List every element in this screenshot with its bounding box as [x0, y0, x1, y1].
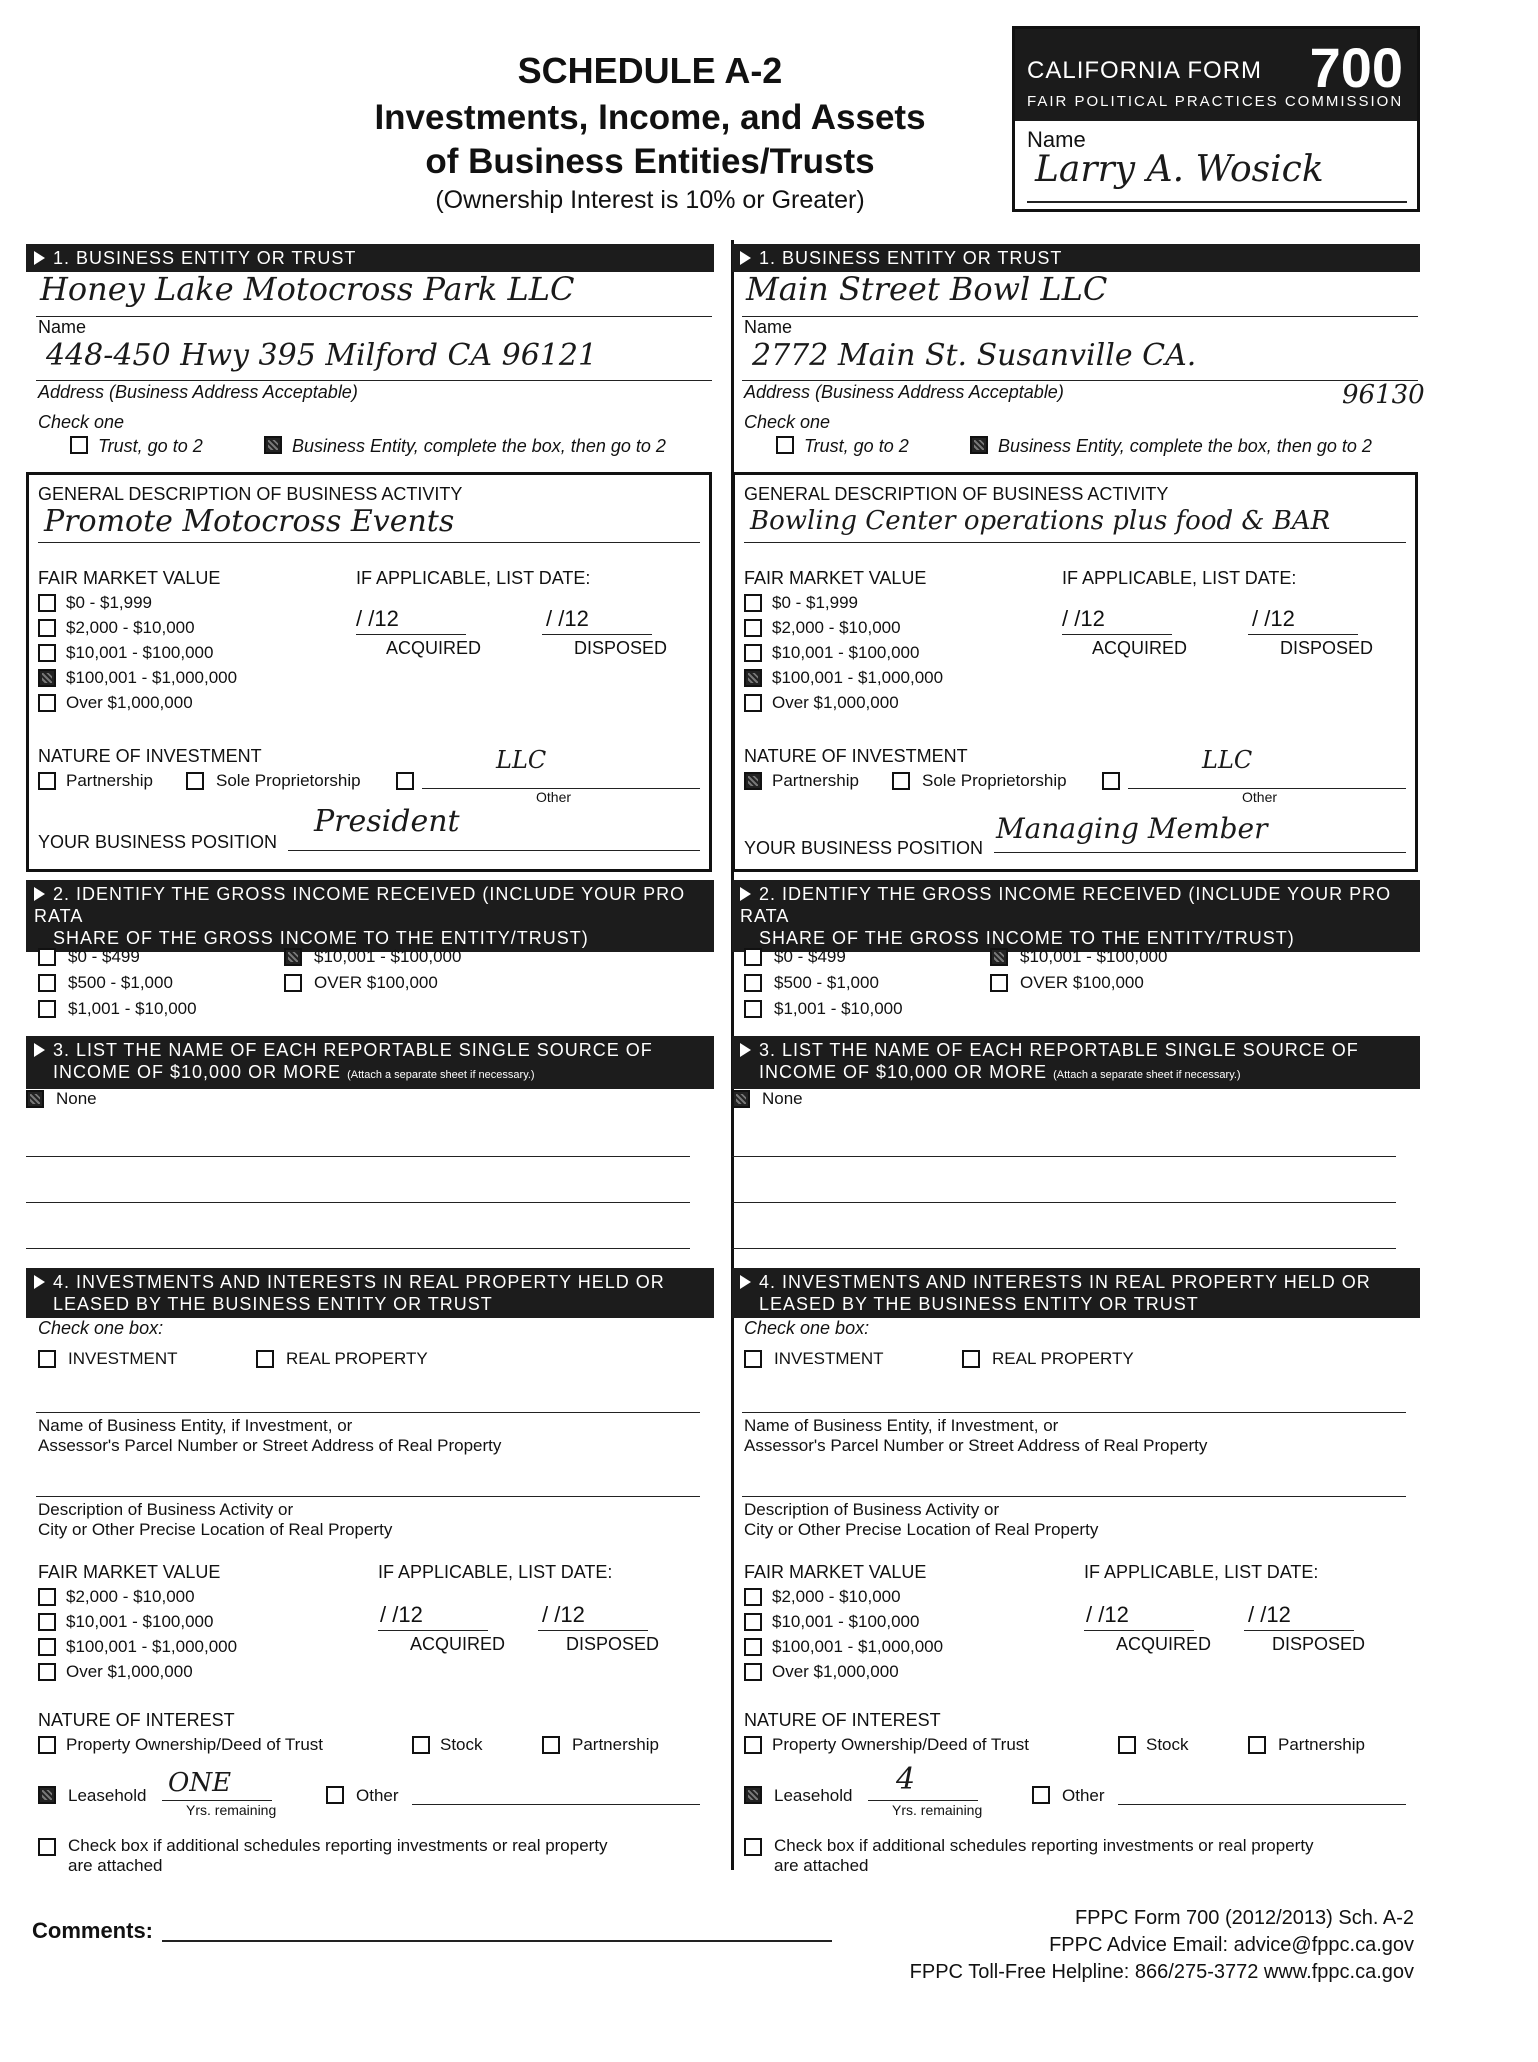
- check-one-label: Check one: [744, 412, 831, 432]
- arrow-icon: [34, 1043, 45, 1057]
- left-entity-column: [26, 240, 726, 1875]
- fmv4-checkbox-3[interactable]: [38, 1638, 56, 1656]
- other-interest-checkbox[interactable]: [1032, 1786, 1050, 1804]
- entity-parcel-label-1: Name of Business Entity, if Investment, or: [38, 1416, 353, 1435]
- section-1-title: 1. BUSINESS ENTITY OR TRUST: [53, 248, 357, 268]
- fair-market-value-label: FAIR MARKET VALUE: [38, 568, 221, 588]
- entity-parcel-line[interactable]: [36, 1412, 700, 1413]
- if-applicable-label: IF APPLICABLE, LIST DATE:: [1062, 568, 1297, 588]
- fmv4-option-4: Over $1,000,000: [772, 1662, 899, 1681]
- form-label: CALIFORNIA FORM: [1027, 57, 1263, 84]
- commission-label: FAIR POLITICAL PRACTICES COMMISSION: [1027, 93, 1404, 110]
- nature-of-interest-label: NATURE OF INTEREST: [744, 1710, 941, 1730]
- fmv-checkbox-3[interactable]: [744, 644, 762, 662]
- other-investment-checkbox[interactable]: [1102, 772, 1120, 790]
- if-applicable-label: IF APPLICABLE, LIST DATE:: [356, 568, 591, 588]
- fair-market-value-label-4: FAIR MARKET VALUE: [38, 1562, 221, 1582]
- partnership-checkbox[interactable]: [744, 772, 762, 790]
- fair-market-value-label-4: FAIR MARKET VALUE: [744, 1562, 927, 1582]
- entity-name-line: [36, 316, 712, 317]
- property-ownership-checkbox[interactable]: [38, 1736, 56, 1754]
- fmv4-checkbox-2[interactable]: [38, 1613, 56, 1631]
- fmv-option-2: $2,000 - $10,000: [66, 618, 195, 637]
- other-investment-value[interactable]: LLC: [1202, 746, 1253, 774]
- none-income-checkbox[interactable]: [732, 1090, 750, 1108]
- disposed-date-line-4: [1244, 1630, 1354, 1631]
- income-option-4: $10,001 - $100,000: [1020, 947, 1168, 966]
- real-property-checkbox[interactable]: [962, 1350, 980, 1368]
- disposed-label: DISPOSED: [1280, 638, 1374, 658]
- fmv-option-5: Over $1,000,000: [772, 693, 899, 712]
- section-3-note: (Attach a separate sheet if necessary.): [347, 1069, 535, 1081]
- investment-checkbox[interactable]: [744, 1350, 762, 1368]
- disposed-label-4: DISPOSED: [566, 1634, 660, 1654]
- leasehold-years-value[interactable]: ONE: [168, 1768, 232, 1798]
- comments-label: Comments:: [32, 1918, 154, 1943]
- fmv-option-4: $100,001 - $1,000,000: [66, 668, 238, 687]
- real-property-checkbox[interactable]: [256, 1350, 274, 1368]
- nature-of-investment-label: NATURE OF INVESTMENT: [38, 746, 262, 766]
- address-label: Address (Business Address Acceptable): [744, 382, 1064, 402]
- check-one-label: Check one: [38, 412, 125, 432]
- leasehold-checkbox[interactable]: [744, 1786, 762, 1804]
- income-option-1: $0 - $499: [68, 947, 140, 966]
- leasehold-label: Leasehold: [774, 1786, 853, 1805]
- section-3-title-line1: 3. LIST THE NAME OF EACH REPORTABLE SINGLE SOURCE OF: [759, 1040, 1359, 1060]
- footer-info: [910, 1905, 1414, 1986]
- business-entity-checkbox[interactable]: [264, 436, 282, 454]
- income-checkbox-4[interactable]: [990, 948, 1008, 966]
- leasehold-years-line: [868, 1800, 978, 1801]
- entity-address-value[interactable]: 2772 Main St. Susanville CA.: [752, 338, 1197, 373]
- fmv4-option-2: $10,001 - $100,000: [66, 1612, 214, 1631]
- additional-schedules-checkbox[interactable]: [744, 1838, 762, 1856]
- acquired-label: ACQUIRED: [1092, 638, 1188, 658]
- income-checkbox-1[interactable]: [38, 948, 56, 966]
- fmv4-checkbox-1[interactable]: [744, 1588, 762, 1606]
- disposed-date-line: [1248, 634, 1358, 635]
- fmv-option-5: Over $1,000,000: [66, 693, 193, 712]
- acquired-date-line: [1062, 634, 1172, 635]
- other-interest-line[interactable]: [412, 1804, 700, 1805]
- business-position-value[interactable]: Managing Member: [996, 812, 1268, 845]
- real-property-label: REAL PROPERTY: [286, 1349, 428, 1368]
- real-property-label: REAL PROPERTY: [992, 1349, 1134, 1368]
- section-4-header: [26, 1268, 714, 1318]
- advice-email: FPPC Advice Email: advice@fppc.ca.gov: [1049, 1934, 1414, 1956]
- other-caption: Other: [536, 789, 572, 805]
- income-source-line-2[interactable]: [732, 1202, 1396, 1203]
- sole-proprietorship-label: Sole Proprietorship: [216, 771, 361, 790]
- activity-location-line[interactable]: [742, 1496, 1406, 1497]
- entity-parcel-label-2: Assessor's Parcel Number or Street Address of Real Property: [744, 1436, 1208, 1455]
- leasehold-checkbox[interactable]: [38, 1786, 56, 1804]
- schedule-title-line1: Investments, Income, and Assets: [374, 98, 926, 137]
- income-source-line-1[interactable]: [26, 1156, 690, 1157]
- income-source-line-1[interactable]: [732, 1156, 1396, 1157]
- other-interest-checkbox[interactable]: [326, 1786, 344, 1804]
- property-ownership-checkbox[interactable]: [744, 1736, 762, 1754]
- stock-checkbox[interactable]: [412, 1736, 430, 1754]
- fmv4-option-4: Over $1,000,000: [66, 1662, 193, 1681]
- business-entity-label: Business Entity, complete the box, then go to 2: [998, 436, 1372, 456]
- acquired-date[interactable]: / /12: [1062, 606, 1105, 631]
- fmv-checkbox-4[interactable]: [38, 669, 56, 687]
- fmv-checkbox-2[interactable]: [744, 619, 762, 637]
- other-investment-checkbox[interactable]: [396, 772, 414, 790]
- acquired-date-4[interactable]: / /12: [1086, 1602, 1129, 1627]
- section-3-title-line1: 3. LIST THE NAME OF EACH REPORTABLE SINGLE SOURCE OF: [53, 1040, 653, 1060]
- property-ownership-label: Property Ownership/Deed of Trust: [772, 1735, 1030, 1754]
- income-option-5: OVER $100,000: [1020, 973, 1144, 992]
- disposed-date-4[interactable]: / /12: [542, 1602, 585, 1627]
- section-3-header: [732, 1036, 1420, 1089]
- check-one-box-label: Check one box:: [744, 1318, 870, 1338]
- activity-location-label-1: Description of Business Activity or: [38, 1500, 294, 1519]
- sole-proprietorship-label: Sole Proprietorship: [922, 771, 1067, 790]
- income-option-1: $0 - $499: [774, 947, 846, 966]
- stock-label: Stock: [1146, 1735, 1189, 1754]
- business-activity-value[interactable]: Bowling Center operations plus food & BAR: [750, 506, 1331, 536]
- income-source-line-3[interactable]: [26, 1248, 690, 1249]
- trust-checkbox[interactable]: [70, 436, 88, 454]
- additional-schedules-checkbox[interactable]: [38, 1838, 56, 1856]
- section-2-header: [26, 880, 714, 952]
- nature-of-interest-label: NATURE OF INTEREST: [38, 1710, 235, 1730]
- fmv-checkbox-4[interactable]: [744, 669, 762, 687]
- partnership-interest-label: Partnership: [1278, 1735, 1365, 1754]
- income-source-line-2[interactable]: [26, 1202, 690, 1203]
- income-checkbox-4[interactable]: [284, 948, 302, 966]
- section-4-header: [732, 1268, 1420, 1318]
- fmv-option-1: $0 - $1,999: [66, 593, 153, 612]
- business-position-label: YOUR BUSINESS POSITION: [38, 832, 278, 852]
- other-interest-line[interactable]: [1118, 1804, 1406, 1805]
- trust-label: Trust, go to 2: [804, 436, 909, 456]
- acquired-label-4: ACQUIRED: [410, 1634, 506, 1654]
- if-applicable-label-4: IF APPLICABLE, LIST DATE:: [1084, 1562, 1319, 1582]
- section-4-title-line1: 4. INVESTMENTS AND INTERESTS IN REAL PROPERTY HELD OR: [53, 1272, 665, 1292]
- fmv4-option-3: $100,001 - $1,000,000: [772, 1637, 944, 1656]
- leasehold-years-value[interactable]: 4: [896, 1762, 916, 1797]
- none-income-checkbox[interactable]: [26, 1090, 44, 1108]
- form-number: 700: [1309, 36, 1403, 99]
- entity-address-line: [36, 380, 712, 381]
- property-ownership-label: Property Ownership/Deed of Trust: [66, 1735, 324, 1754]
- none-income-label: None: [762, 1089, 803, 1108]
- fmv-checkbox-1[interactable]: [744, 594, 762, 612]
- section-2-title-line1: 2. IDENTIFY THE GROSS INCOME RECEIVED (INCLUDE YOUR PRO RATA: [740, 884, 1392, 926]
- other-interest-label: Other: [1062, 1786, 1105, 1805]
- arrow-icon: [740, 251, 751, 265]
- name-label: Name: [744, 317, 793, 337]
- arrow-icon: [740, 1043, 751, 1057]
- if-applicable-label-4: IF APPLICABLE, LIST DATE:: [378, 1562, 613, 1582]
- acquired-date-4[interactable]: / /12: [380, 1602, 423, 1627]
- trust-checkbox[interactable]: [776, 436, 794, 454]
- section-2-title-line2: SHARE OF THE GROSS INCOME TO THE ENTITY/TRUST): [759, 928, 1295, 948]
- income-option-4: $10,001 - $100,000: [314, 947, 462, 966]
- disposed-date[interactable]: / /12: [1252, 606, 1295, 631]
- arrow-icon: [34, 887, 45, 901]
- address-label: Address (Business Address Acceptable): [38, 382, 358, 402]
- form-box-header: [1015, 29, 1417, 121]
- business-entity-label: Business Entity, complete the box, then go to 2: [292, 436, 666, 456]
- business-position-line: [994, 852, 1406, 853]
- business-position-label: YOUR BUSINESS POSITION: [744, 838, 984, 858]
- section-4-title-line2: LEASED BY THE BUSINESS ENTITY OR TRUST: [759, 1294, 1199, 1314]
- partnership-interest-label: Partnership: [572, 1735, 659, 1754]
- business-position-value[interactable]: President: [314, 804, 460, 839]
- schedule-title-line2: of Business Entities/Trusts: [425, 142, 875, 181]
- fmv4-option-1: $2,000 - $10,000: [66, 1587, 195, 1606]
- income-checkbox-1[interactable]: [744, 948, 762, 966]
- arrow-icon: [34, 251, 45, 265]
- income-source-line-3[interactable]: [732, 1248, 1396, 1249]
- investment-label: INVESTMENT: [774, 1349, 884, 1368]
- income-checkbox-2[interactable]: [38, 974, 56, 992]
- activity-location-label-2: City or Other Precise Location of Real Property: [38, 1520, 393, 1539]
- stock-label: Stock: [440, 1735, 483, 1754]
- fmv-option-3: $10,001 - $100,000: [66, 643, 214, 662]
- additional-schedules-label-2: are attached: [68, 1856, 163, 1875]
- entity-name-line: [742, 316, 1418, 317]
- fmv-option-4: $100,001 - $1,000,000: [772, 668, 944, 687]
- acquired-date-line: [356, 634, 466, 635]
- fmv-checkbox-2[interactable]: [38, 619, 56, 637]
- check-one-box-label: Check one box:: [38, 1318, 164, 1338]
- name-label: Name: [38, 317, 87, 337]
- disposed-label-4: DISPOSED: [1272, 1634, 1366, 1654]
- arrow-icon: [740, 1275, 751, 1289]
- additional-schedules-label-1: Check box if additional schedules reporting investments or real property: [774, 1836, 1314, 1855]
- fmv4-checkbox-1[interactable]: [38, 1588, 56, 1606]
- section-3-header: [26, 1036, 714, 1089]
- fmv4-option-1: $2,000 - $10,000: [772, 1587, 901, 1606]
- partnership-interest-checkbox[interactable]: [542, 1736, 560, 1754]
- disposed-date-line: [542, 634, 652, 635]
- fmv4-checkbox-2[interactable]: [744, 1613, 762, 1631]
- fmv4-option-2: $10,001 - $100,000: [772, 1612, 920, 1631]
- disposed-date-4[interactable]: / /12: [1248, 1602, 1291, 1627]
- form-reference: FPPC Form 700 (2012/2013) Sch. A-2: [1074, 1907, 1414, 1929]
- income-checkbox-3[interactable]: [38, 1000, 56, 1018]
- investment-checkbox[interactable]: [38, 1350, 56, 1368]
- investment-label: INVESTMENT: [68, 1349, 178, 1368]
- fmv-checkbox-5[interactable]: [744, 694, 762, 712]
- income-checkbox-5[interactable]: [990, 974, 1008, 992]
- general-description-label: GENERAL DESCRIPTION OF BUSINESS ACTIVITY: [38, 484, 463, 504]
- acquired-date-line-4: [378, 1630, 488, 1631]
- partnership-checkbox[interactable]: [38, 772, 56, 790]
- section-1-header: [26, 244, 714, 272]
- entity-parcel-line[interactable]: [742, 1412, 1406, 1413]
- acquired-label: ACQUIRED: [386, 638, 482, 658]
- sole-proprietorship-checkbox[interactable]: [892, 772, 910, 790]
- schedule-subtitle: (Ownership Interest is 10% or Greater): [435, 186, 865, 214]
- section-2-title-line2: SHARE OF THE GROSS INCOME TO THE ENTITY/TRUST): [53, 928, 589, 948]
- fair-market-value-label: FAIR MARKET VALUE: [744, 568, 927, 588]
- fmv-checkbox-1[interactable]: [38, 594, 56, 612]
- fmv-option-2: $2,000 - $10,000: [772, 618, 901, 637]
- entity-name-value[interactable]: Honey Lake Motocross Park LLC: [40, 270, 575, 308]
- business-activity-line: [38, 542, 700, 543]
- business-activity-line: [744, 542, 1406, 543]
- income-option-5: OVER $100,000: [314, 973, 438, 992]
- section-4-title-line2: LEASED BY THE BUSINESS ENTITY OR TRUST: [53, 1294, 493, 1314]
- filer-name-value[interactable]: Larry A. Wosick: [1035, 149, 1324, 190]
- business-entity-checkbox[interactable]: [970, 436, 988, 454]
- partnership-label: Partnership: [772, 771, 859, 790]
- none-income-label: None: [56, 1089, 97, 1108]
- partnership-interest-checkbox[interactable]: [1248, 1736, 1266, 1754]
- leasehold-years-line: [162, 1800, 272, 1801]
- fmv4-checkbox-3[interactable]: [744, 1638, 762, 1656]
- income-option-2: $500 - $1,000: [68, 973, 173, 992]
- section-1-header: [732, 244, 1420, 272]
- fmv-checkbox-5[interactable]: [38, 694, 56, 712]
- yrs-remaining-label: Yrs. remaining: [186, 1802, 277, 1818]
- fmv4-checkbox-4[interactable]: [744, 1663, 762, 1681]
- activity-location-line[interactable]: [36, 1496, 700, 1497]
- acquired-label-4: ACQUIRED: [1116, 1634, 1212, 1654]
- income-option-3: $1,001 - $10,000: [774, 999, 903, 1018]
- right-entity-column: [732, 240, 1432, 1875]
- helpline: FPPC Toll-Free Helpline: 866/275-3772 www.fppc.ca.gov: [909, 1961, 1414, 1983]
- fmv4-option-3: $100,001 - $1,000,000: [66, 1637, 238, 1656]
- income-checkbox-2[interactable]: [744, 974, 762, 992]
- entity-address-extra[interactable]: 96130: [1342, 380, 1425, 410]
- fmv-checkbox-3[interactable]: [38, 644, 56, 662]
- other-investment-value[interactable]: LLC: [496, 746, 547, 774]
- activity-location-label-2: City or Other Precise Location of Real Property: [744, 1520, 1099, 1539]
- partnership-label: Partnership: [66, 771, 153, 790]
- arrow-icon: [740, 887, 751, 901]
- disposed-label: DISPOSED: [574, 638, 668, 658]
- general-description-label: GENERAL DESCRIPTION OF BUSINESS ACTIVITY: [744, 484, 1169, 504]
- income-option-2: $500 - $1,000: [774, 973, 879, 992]
- section-3-title-line2: INCOME OF $10,000 OR MORE: [53, 1062, 342, 1082]
- nature-of-investment-label: NATURE OF INVESTMENT: [744, 746, 968, 766]
- stock-checkbox[interactable]: [1118, 1736, 1136, 1754]
- acquired-date-line-4: [1084, 1630, 1194, 1631]
- business-position-line: [288, 850, 700, 851]
- section-1-title: 1. BUSINESS ENTITY OR TRUST: [759, 248, 1063, 268]
- fmv4-checkbox-4[interactable]: [38, 1663, 56, 1681]
- section-3-note: (Attach a separate sheet if necessary.): [1053, 1069, 1241, 1081]
- schedule-header: [300, 50, 1000, 215]
- filer-name-line: [1027, 201, 1407, 203]
- arrow-icon: [34, 1275, 45, 1289]
- disposed-date[interactable]: / /12: [546, 606, 589, 631]
- section-4-title-line1: 4. INVESTMENTS AND INTERESTS IN REAL PROPERTY HELD OR: [759, 1272, 1371, 1292]
- acquired-date[interactable]: / /12: [356, 606, 399, 631]
- income-option-3: $1,001 - $10,000: [68, 999, 197, 1018]
- section-2-title-line1: 2. IDENTIFY THE GROSS INCOME RECEIVED (INCLUDE YOUR PRO RATA: [34, 884, 686, 926]
- filer-name-label: Name: [1027, 127, 1086, 152]
- entity-name-value[interactable]: Main Street Bowl LLC: [746, 270, 1108, 308]
- income-checkbox-5[interactable]: [284, 974, 302, 992]
- income-checkbox-3[interactable]: [744, 1000, 762, 1018]
- schedule-title: SCHEDULE A-2: [517, 50, 783, 91]
- leasehold-label: Leasehold: [68, 1786, 147, 1805]
- other-interest-label: Other: [356, 1786, 399, 1805]
- section-3-title-line2: INCOME OF $10,000 OR MORE: [759, 1062, 1048, 1082]
- fmv-option-3: $10,001 - $100,000: [772, 643, 920, 662]
- sole-proprietorship-checkbox[interactable]: [186, 772, 204, 790]
- entity-address-line: [742, 380, 1418, 381]
- section-2-header: [732, 880, 1420, 952]
- fmv-option-1: $0 - $1,999: [772, 593, 859, 612]
- entity-address-value[interactable]: 448-450 Hwy 395 Milford CA 96121: [46, 338, 598, 373]
- disposed-date-line-4: [538, 1630, 648, 1631]
- additional-schedules-label-1: Check box if additional schedules reporting investments or real property: [68, 1836, 608, 1855]
- trust-label: Trust, go to 2: [98, 436, 203, 456]
- entity-parcel-label-2: Assessor's Parcel Number or Street Address of Real Property: [38, 1436, 502, 1455]
- additional-schedules-label-2: are attached: [774, 1856, 869, 1875]
- entity-parcel-label-1: Name of Business Entity, if Investment, or: [744, 1416, 1059, 1435]
- comments-line[interactable]: [162, 1940, 832, 1942]
- business-activity-value[interactable]: Promote Motocross Events: [44, 504, 455, 539]
- california-form-box: [1012, 26, 1420, 212]
- yrs-remaining-label: Yrs. remaining: [892, 1802, 983, 1818]
- other-caption: Other: [1242, 789, 1278, 805]
- activity-location-label-1: Description of Business Activity or: [744, 1500, 1000, 1519]
